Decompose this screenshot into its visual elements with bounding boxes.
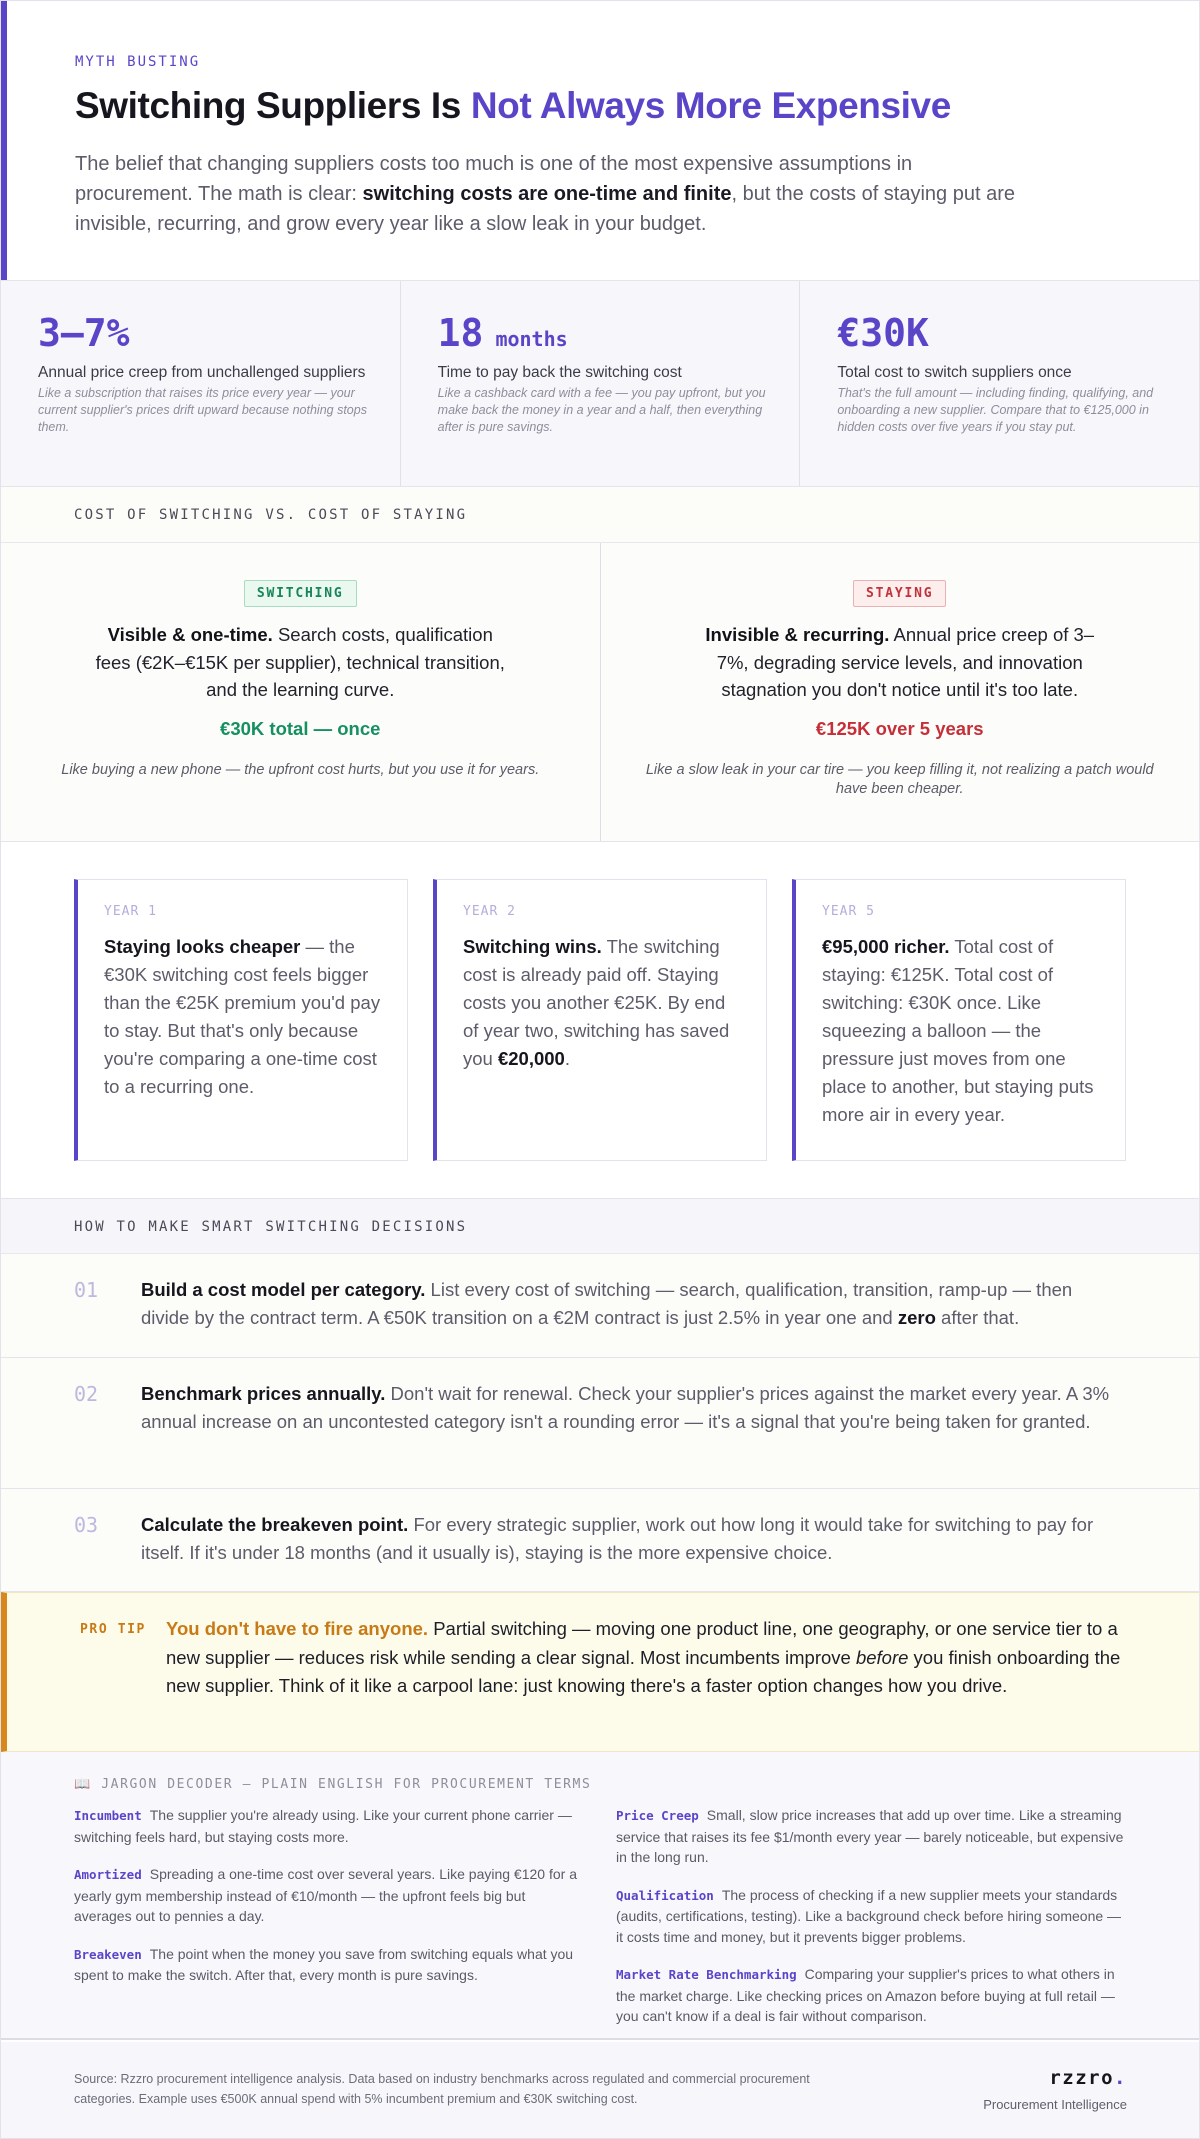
staying-tag: STAYING <box>853 580 946 607</box>
stat-card <box>800 281 1199 486</box>
timeline-text: €95,000 richer. Total cost of staying: €125K. Total cost of switching: €30K once. Like squeezing a balloon — the pressure just moves from one place to another, but staying puts more air in every year. <box>822 936 1094 1125</box>
jargon-term: Market Rate Benchmarking <box>616 1967 797 1982</box>
jargon-item <box>74 1864 584 1927</box>
jargon-item <box>74 1944 584 1986</box>
stats-row <box>1 280 1199 487</box>
jargon-term: Incumbent <box>74 1808 142 1823</box>
section-heading: COST OF SWITCHING VS. COST OF STAYING <box>74 507 468 523</box>
jargon-item <box>616 1964 1126 2027</box>
section-heading: HOW TO MAKE SMART SWITCHING DECISIONS <box>74 1219 468 1235</box>
stat-value: €30K <box>837 311 929 355</box>
lede-bold: switching costs are one-time and finite <box>362 183 732 205</box>
stat-label: Annual price creep from unchallenged suppliers <box>38 364 366 381</box>
eyebrow-label: MYTH BUSTING <box>75 54 201 70</box>
stat-note: Like a cashback card with a fee — you pay upfront, but you make back the money in a year and a half, then everything after is pure savings. <box>437 386 766 434</box>
timeline-text: Staying looks cheaper — the €30K switching cost feels bigger than the €25K premium you'd pay to stay. But that's only because you're comparing a one-time cost to a recurring one. <box>104 936 381 1097</box>
stat-note: Like a subscription that raises its price every year — your current supplier's prices drift upward because nothing stops them. <box>38 386 367 434</box>
timeline-year: YEAR 1 <box>104 904 157 919</box>
timeline-section <box>1 843 1199 1198</box>
jargon-term: Price Creep <box>616 1808 699 1823</box>
timeline-year: YEAR 2 <box>463 904 516 919</box>
timeline-year: YEAR 5 <box>822 904 875 919</box>
jargon-column-left <box>74 1805 584 2003</box>
switching-column <box>1 543 601 841</box>
step-text: Calculate the breakeven point. For every strategic supplier, work out how long it would take for switching to pay for itself. If it's under 18 months (and it usually is), staying is the more expensive choice. <box>141 1514 1094 1563</box>
jargon-term: Qualification <box>616 1887 714 1903</box>
page-title <box>75 85 951 127</box>
timeline-card-year-2 <box>433 879 767 1161</box>
lede-text: The belief that changing suppliers costs too much is one of the most expensive assumptions in procurement. The math is clear: <box>75 153 913 205</box>
stat-label: Time to pay back the switching cost <box>437 364 682 381</box>
stat-card <box>1 281 401 486</box>
jargon-item <box>616 1885 1126 1948</box>
stat-note: That's the full amount — including finding, qualifying, and onboarding a new supplier. Compare that to €125,000 in hidden costs over five years if you stay put. <box>837 386 1154 434</box>
switching-analogy: Like buying a new phone — the upfront cost hurts, but you use it for years. <box>61 761 540 778</box>
jargon-term: Breakeven <box>74 1946 142 1962</box>
switching-description: Visible & one-time. Search costs, qualification fees (€2K–€15K per supplier), technical transition, and the learning curve. <box>95 624 505 700</box>
stat-value: 3–7% <box>38 311 130 355</box>
stat-label: Total cost to switch suppliers once <box>837 364 1072 381</box>
switching-total: €30K total — once <box>220 717 381 739</box>
step-text: Benchmark prices annually. Don't wait for renewal. Check your supplier's prices against the market every year. A 3% annual increase on an uncontested category isn't a rounding error — it's a signal that you're being taken for granted. <box>141 1383 1110 1432</box>
step-number: 02 <box>74 1382 99 1406</box>
pro-tip-callout <box>1 1592 1199 1752</box>
footer <box>1 2042 1199 2138</box>
switching-tag: SWITCHING <box>244 580 357 607</box>
staying-total: €125K over 5 years <box>815 717 984 739</box>
timeline-text: Switching wins. The switching cost is already paid off. Staying costs you another €25K. By end of year two, switching has saved you €20,000. <box>463 936 730 1069</box>
lede-paragraph <box>75 149 1025 239</box>
step-number: 01 <box>74 1278 99 1302</box>
steps-section-header <box>1 1198 1199 1254</box>
jargon-term: Amortized <box>74 1867 142 1882</box>
stat-card <box>401 281 801 486</box>
brand-logo: rzzro. <box>1049 2067 1127 2089</box>
jargon-definition: Small, slow price increases that add up over time. Like a streaming service that raises its fee $1/month every year — barely noticeable, but expensive in the long run. <box>616 1807 1124 1865</box>
step-item <box>1 1358 1199 1489</box>
jargon-definition: The process of checking if a new supplier meets your standards (audits, certifications, testing). Like a background check before hiring someone — it costs time and money, but it prevents bigger problems. <box>616 1886 1122 1945</box>
timeline-card-year-5 <box>792 879 1126 1161</box>
step-item <box>1 1254 1199 1358</box>
jargon-definition: The supplier you're already using. Like your current phone carrier — switching feels hard, but staying costs more. <box>74 1807 572 1845</box>
jargon-column-right <box>616 1805 1126 2044</box>
jargon-decoder <box>1 1752 1199 2040</box>
jargon-heading: 📖 JARGON DECODER — PLAIN ENGLISH FOR PROCUREMENT TERMS <box>74 1777 592 1792</box>
jargon-definition: Comparing your supplier's prices to what others in the market charge. Like checking prices on Amazon before buying at full retail — you can't know if a deal is fair without comparison. <box>616 1966 1115 2024</box>
staying-description: Invisible & recurring. Annual price creep of 3–7%, degrading service levels, and innovation stagnation you don't notice until it's too late. <box>705 624 1095 700</box>
pro-tip-text: You don't have to fire anyone. Partial switching — moving one product line, one geography, or one service tier to a new supplier — reduces risk while sending a clear signal. Most incumbents improve before you finish onboarding the new supplier. Think of it like a carpool lane: just knowing there's a faster option changes how you drive. <box>166 1618 1121 1696</box>
source-note: Source: Rzzro procurement intelligence analysis. Data based on industry benchmarks across regulated and commercial procurement categories. Example uses €500K annual spend with 5% incumbent premium and €30K switching cost. <box>74 2072 810 2106</box>
compare-section <box>1 543 1199 842</box>
jargon-item <box>74 1805 584 1847</box>
lede-text-tail: , but the costs of staying put are invisible, recurring, and grow every year like a slow leak in your budget. <box>75 183 1015 235</box>
title-main: Switching Suppliers Is <box>75 85 471 126</box>
staying-column <box>601 543 1200 841</box>
compare-section-header <box>1 487 1199 543</box>
pro-tip-label: PRO TIP <box>80 1622 146 1637</box>
step-number: 03 <box>74 1513 99 1537</box>
hero-section <box>1 1 1199 280</box>
brand-tagline: Procurement Intelligence <box>983 2097 1127 2112</box>
step-text: Build a cost model per category. List every cost of switching — search, qualification, transition, ramp-up — then divide by the contract term. A €50K transition on a €2M contract is just 2.5% in year one and zero after that. <box>141 1279 1073 1328</box>
jargon-definition: Spreading a one-time cost over several years. Like paying €120 for a yearly gym membership instead of €10/month — the upfront feels big but averages out to pennies a day. <box>74 1866 577 1924</box>
stat-unit: months <box>495 327 568 351</box>
stat-value: 18 months <box>437 311 568 355</box>
title-accent: Not Always More Expensive <box>470 85 951 126</box>
jargon-item <box>616 1805 1126 1868</box>
staying-analogy: Like a slow leak in your car tire — you keep filling it, not realizing a patch would have been cheaper. <box>645 761 1154 797</box>
jargon-definition: The point when the money you save from switching equals what you spent to make the switch. After that, every month is pure savings. <box>74 1945 574 1983</box>
step-item <box>1 1489 1199 1592</box>
timeline-card-year-1 <box>74 879 408 1161</box>
